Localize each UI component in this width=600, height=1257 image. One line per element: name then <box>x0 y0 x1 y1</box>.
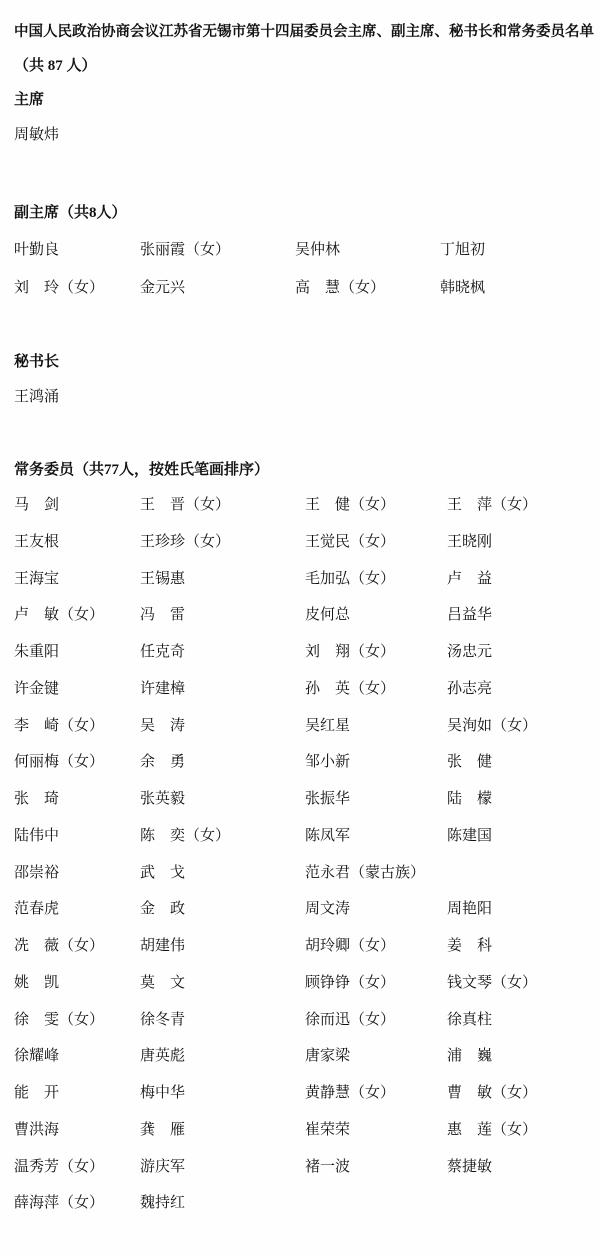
standing-committee-name-cell: 范春虎 <box>14 901 60 918</box>
standing-committee-name-cell: 王锡惠 <box>140 570 186 587</box>
standing-committee-name-cell: 张 健 <box>447 754 493 771</box>
standing-committee-name-cell: 薛海萍（女） <box>14 1195 105 1212</box>
standing-committee-row <box>0 1046 600 1068</box>
standing-committee-name-cell: 张 琦 <box>14 791 60 807</box>
standing-committee-name-cell: 王 晋（女） <box>140 497 231 513</box>
standing-committee-name-cell: 许建樟 <box>140 680 186 697</box>
standing-committee-name-cell: 浦 巍 <box>447 1048 493 1065</box>
standing-committee-name-cell: 陈凤军 <box>305 827 351 844</box>
standing-committee-name-cell: 徐而迅（女） <box>305 1011 396 1028</box>
standing-committee-name-cell: 毛加弘（女） <box>305 570 396 587</box>
standing-committee-name-cell: 孙志亮 <box>447 680 493 697</box>
standing-committee-name-cell: 王友根 <box>14 533 60 550</box>
standing-committee-name-cell: 王海宝 <box>14 570 60 587</box>
section-heading-secretary-general: 秘书长 <box>14 354 60 370</box>
standing-committee-row <box>0 532 600 554</box>
standing-committee-name-cell: 陆伟中 <box>14 827 60 844</box>
standing-committee-name-cell: 朱重阳 <box>14 644 60 660</box>
standing-committee-name-cell: 钱文琴（女） <box>447 974 538 991</box>
standing-committee-row <box>0 605 600 627</box>
standing-committee-name-cell: 龚 雁 <box>140 1121 186 1138</box>
standing-committee-name-cell: 王 健（女） <box>305 497 396 513</box>
standing-committee-name-cell: 余 勇 <box>140 754 186 771</box>
vice-chairman-row <box>0 240 600 262</box>
standing-committee-name-cell: 冼 薇（女） <box>14 938 105 954</box>
section-heading-standing-committee: 常务委员（共77人，按姓氏笔画排序） <box>14 462 270 478</box>
standing-committee-name-cell: 温秀芳（女） <box>14 1158 105 1175</box>
standing-committee-name-cell: 吴洵如（女） <box>447 717 538 734</box>
standing-committee-name-cell: 胡玲卿（女） <box>305 938 396 954</box>
standing-committee-name-cell: 张振华 <box>305 791 351 807</box>
standing-committee-name-cell: 曹洪海 <box>14 1121 60 1138</box>
standing-committee-name-cell: 姚 凯 <box>14 974 60 991</box>
section-heading-chairman: 主席 <box>14 92 45 108</box>
standing-committee-row <box>0 679 600 701</box>
standing-committee-name-cell: 顾铮铮（女） <box>305 974 396 991</box>
standing-committee-name-cell: 曹 敏（女） <box>447 1085 538 1101</box>
standing-committee-name-cell: 胡建伟 <box>140 938 186 954</box>
standing-committee-row <box>0 1120 600 1142</box>
standing-committee-name-cell: 皮何总 <box>305 607 351 624</box>
standing-committee-name-cell: 李 崎（女） <box>14 717 105 734</box>
standing-committee-name-cell: 许金键 <box>14 680 60 697</box>
vice-chairman-name-cell: 高 慧（女） <box>295 279 386 296</box>
standing-committee-row <box>0 642 600 664</box>
standing-committee-name-cell: 周艳阳 <box>447 901 493 918</box>
vice-chairman-row <box>0 278 600 300</box>
vice-chairman-name-cell: 吴仲林 <box>295 242 341 258</box>
secretary-general-name: 王鸿涌 <box>14 389 60 405</box>
standing-committee-name-cell: 徐真柱 <box>447 1011 493 1028</box>
standing-committee-row <box>0 1193 600 1215</box>
standing-committee-name-cell: 魏持红 <box>140 1195 186 1212</box>
standing-committee-row <box>0 863 600 885</box>
standing-committee-name-cell: 邹小新 <box>305 754 351 771</box>
standing-committee-name-cell: 卢 益 <box>447 570 493 587</box>
standing-committee-name-cell: 唐英彪 <box>140 1048 186 1065</box>
page-title: 中国人民政治协商会议江苏省无锡市第十四届委员会主席、副主席、秘书长和常务委员名单 <box>14 24 594 40</box>
standing-committee-name-cell: 卢 敏（女） <box>14 607 105 624</box>
standing-committee-name-cell: 姜 科 <box>447 938 493 954</box>
standing-committee-name-cell: 张英毅 <box>140 791 186 807</box>
standing-committee-name-cell: 王晓刚 <box>447 533 493 550</box>
standing-committee-name-cell: 吴 涛 <box>140 717 186 734</box>
standing-committee-name-cell: 马 剑 <box>14 497 60 513</box>
standing-committee-row <box>0 1083 600 1105</box>
standing-committee-name-cell: 褚一波 <box>305 1158 351 1175</box>
vice-chairman-name-cell: 韩晓枫 <box>440 279 486 296</box>
vice-chairman-name-cell: 丁旭初 <box>440 242 486 258</box>
standing-committee-name-cell: 王珍珍（女） <box>140 533 231 550</box>
chairman-name: 周敏炜 <box>14 127 60 143</box>
standing-committee-row <box>0 569 600 591</box>
vice-chairman-name-cell: 刘 玲（女） <box>14 279 105 296</box>
standing-committee-name-cell: 莫 文 <box>140 974 186 991</box>
standing-committee-name-cell: 吕益华 <box>447 607 493 624</box>
standing-committee-name-cell: 何丽梅（女） <box>14 754 105 771</box>
standing-committee-name-cell: 惠 莲（女） <box>447 1121 538 1138</box>
standing-committee-row <box>0 936 600 958</box>
standing-committee-row <box>0 1157 600 1179</box>
standing-committee-name-cell: 陈 奕（女） <box>140 827 231 844</box>
standing-committee-name-cell: 金 政 <box>140 901 186 918</box>
standing-committee-name-cell: 武 戈 <box>140 864 186 881</box>
standing-committee-name-cell: 黄静慧（女） <box>305 1085 396 1101</box>
standing-committee-name-cell: 周文涛 <box>305 901 351 918</box>
standing-committee-name-cell: 陈建国 <box>447 827 493 844</box>
standing-committee-name-cell: 徐 雯（女） <box>14 1011 105 1028</box>
standing-committee-name-cell: 徐冬青 <box>140 1011 186 1028</box>
standing-committee-name-cell: 蔡捷敏 <box>447 1158 493 1175</box>
standing-committee-row <box>0 973 600 995</box>
standing-committee-name-cell: 冯 雷 <box>140 607 186 624</box>
standing-committee-name-cell: 陆 檬 <box>447 791 493 807</box>
standing-committee-name-cell: 梅中华 <box>140 1085 186 1101</box>
vice-chairman-name-cell: 叶勤良 <box>14 242 60 258</box>
standing-committee-name-cell: 能 开 <box>14 1085 60 1101</box>
standing-committee-row <box>0 789 600 811</box>
standing-committee-name-cell: 刘 翔（女） <box>305 644 396 660</box>
standing-committee-name-cell: 王 萍（女） <box>447 497 538 513</box>
vice-chairman-name-cell: 张丽霞（女） <box>140 242 231 258</box>
standing-committee-name-cell: 崔荣荣 <box>305 1121 351 1138</box>
standing-committee-name-cell: 徐耀峰 <box>14 1048 60 1065</box>
standing-committee-name-cell: 游庆军 <box>140 1158 186 1175</box>
standing-committee-row <box>0 495 600 517</box>
standing-committee-name-cell: 吴红星 <box>305 717 351 734</box>
standing-committee-row <box>0 826 600 848</box>
standing-committee-row <box>0 752 600 774</box>
standing-committee-row <box>0 899 600 921</box>
total-member-count: （共 87 人） <box>14 58 97 74</box>
standing-committee-name-cell: 王觉民（女） <box>305 533 396 550</box>
section-heading-vice-chairmen: 副主席（共8人） <box>14 205 127 221</box>
standing-committee-row <box>0 1010 600 1032</box>
standing-committee-row <box>0 716 600 738</box>
standing-committee-name-cell: 唐家梁 <box>305 1048 351 1065</box>
standing-committee-name-cell: 范永君（蒙古族） <box>305 864 426 881</box>
vice-chairman-name-cell: 金元兴 <box>140 279 186 296</box>
standing-committee-name-cell: 孙 英（女） <box>305 680 396 697</box>
standing-committee-name-cell: 任克奇 <box>140 644 186 660</box>
standing-committee-name-cell: 邵崇裕 <box>14 864 60 881</box>
standing-committee-name-cell: 汤忠元 <box>447 644 493 660</box>
